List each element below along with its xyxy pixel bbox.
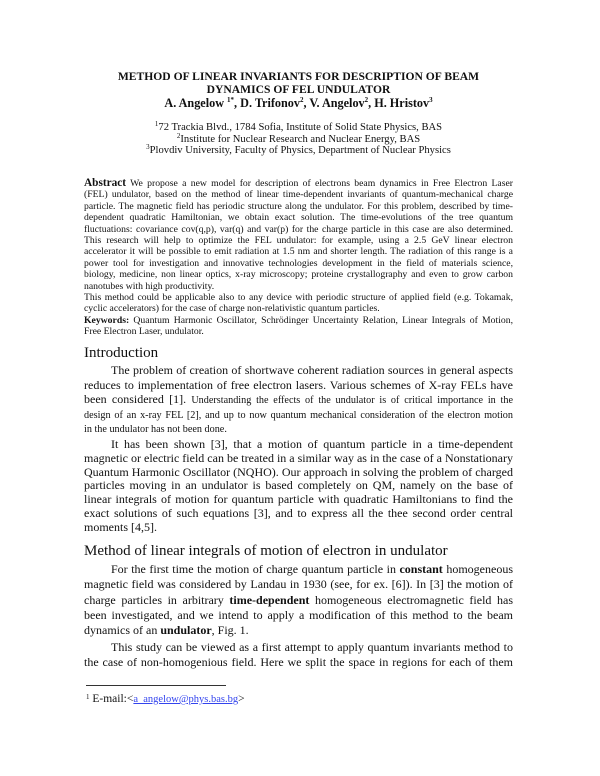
text-line [84, 422, 513, 437]
text-line [84, 258, 513, 269]
text-segment: The problem of creation of shortwave coherent radiation sources in general aspects [111, 363, 513, 377]
text-segment: It has been shown [3], that a motion of quantum particle in a time-dependent [111, 437, 513, 451]
text-line [84, 292, 513, 303]
footnote-close: > [238, 693, 245, 705]
text-segment: Quantum Harmonic Oscillator, Schrödinger Uncertainty Relation, Linear Integrals of Motion, [129, 314, 513, 326]
text-line [84, 189, 513, 200]
text-segment: particles moving in an undulator is based completely on QM, namely on the base of [84, 478, 513, 493]
text-line [84, 326, 513, 337]
footnote-label: E-mail:< [89, 693, 134, 705]
affil-text: Plovdiv University, Faculty of Physics, Department of Nuclear Physics [149, 145, 451, 156]
text-line [84, 438, 513, 452]
text-segment: accelerator it will be possible to emit radiation at 1.5 nm and shorter length. The radiation of this range is a [84, 246, 513, 258]
text-line [84, 212, 513, 223]
intro-paragraph-1 [84, 364, 513, 437]
text-line [84, 224, 513, 235]
author-list [84, 96, 513, 110]
text-line [84, 466, 513, 480]
affil-text: 72 Trackia Blvd., 1784 Sofia, Institute of Solid State Physics, BAS [158, 122, 443, 133]
text-segment: We propose a new model for description of electrons beam dynamics in Free Electron Laser [126, 178, 513, 189]
bold-text: time-dependent [229, 592, 310, 607]
email-link[interactable]: a_angelow@phys.bas.bg [133, 694, 239, 705]
text-line [84, 281, 513, 292]
text-segment: This research will help to optimize the FEL undulator: for example, using a 2.5 GeV linear electron [84, 235, 513, 247]
method-paragraph-2 [84, 640, 513, 671]
text-segment: exact solutions of such equations [3], and to express all the thee second order central [84, 505, 513, 520]
text-segment: design of an x-ray FEL [2], and up to now quantum mechanical consideration of the electron motion [84, 409, 513, 421]
affiliation [84, 122, 513, 134]
text-line [84, 521, 513, 535]
affil-mark: 3 [146, 143, 150, 151]
author-affil-mark: 1* [227, 96, 235, 104]
text-segment: homogeneous electromagnetic field has [309, 592, 513, 607]
text-line [84, 178, 513, 189]
author-affil-mark: 2 [299, 96, 304, 104]
text-segment: been investigated, and we intend to apply a modification of this method to the beam [84, 607, 513, 622]
text-line [84, 608, 513, 623]
affil-text: Institute for Nuclear Research and Nuclear Energy, BAS [180, 133, 421, 145]
section-heading-introduction: Introduction [84, 345, 159, 361]
text-segment: in the undulator has not been done. [84, 424, 227, 436]
affil-mark: 1 [154, 120, 159, 128]
bold-text: Abstract [84, 177, 127, 189]
text-segment: cyclic accelerators) for the case of charge non-relativistic quantum particles. [84, 303, 380, 315]
text-line [84, 246, 513, 257]
text-segment: Quantum Harmonic Oscillator (NQHO). Our approach in solving the problem of charged [84, 464, 513, 479]
text-segment: nanotubes with high productivity. [84, 280, 215, 292]
author-name: , H. Hristov [368, 96, 430, 110]
title-line: DYNAMICS OF FEL UNDULATOR [206, 83, 391, 96]
text-segment: reduces to implementation of free electron lasers. Various schemes of X-ray FELs have [84, 378, 513, 392]
text-line [84, 655, 513, 670]
footnote-divider [86, 685, 226, 686]
text-segment: power tool for investigation and innovative technologies development in the field of materials science, [84, 257, 513, 269]
text-segment: linear integrals of motion for quantum particle with quadratic Hamiltonians to find the [84, 492, 513, 507]
text-line [84, 408, 513, 423]
text-segment: This method could be applicable also to any device with periodic structure of applied field (e.g. Tokamak, [84, 292, 513, 304]
abstract [84, 178, 513, 338]
text-segment: charge particles in arbitrary [84, 592, 230, 607]
affil-mark: 2 [176, 131, 181, 140]
text-segment: (FEL) undulator, based on the method of linear time-dependent invariants of quantum-mechanical charge [84, 189, 513, 201]
author-affil-mark: 2 [364, 96, 369, 104]
text-segment: homogeneous [442, 562, 513, 576]
title-line: METHOD OF LINEAR INVARIANTS FOR DESCRIPTION OF BEAM [117, 70, 480, 83]
text-line [84, 379, 513, 393]
text-line [84, 479, 513, 493]
text-segment: magnetic or electric field can be treated in a similar way as in the case of a Nonstationary [84, 450, 513, 465]
affiliations [84, 122, 513, 157]
text-line [84, 315, 513, 326]
text-line [84, 364, 513, 379]
text-segment: fluctuations: covariance cov(q,p), var(q) and var(p) for the charge particle in this case are also determined. [84, 223, 513, 235]
section-heading-method: Method of linear integrals of motion of electron in undulator [84, 543, 448, 559]
text-segment: , Fig. 1. [211, 623, 249, 638]
author-affil-mark: 3 [429, 96, 433, 104]
bold-text: constant [399, 562, 443, 576]
text-segment: biology, medicine, non linear optics, x-ray microscopy; proteine crystallography and even to grow carbon [84, 269, 513, 281]
text-segment: particle. The magnetic field has periodic structure along the undulator. For this problem, described by time- [84, 200, 513, 212]
text-line [84, 623, 513, 638]
intro-paragraph-2 [84, 438, 513, 535]
text-line [84, 507, 513, 521]
bold-text: undulator [160, 623, 212, 638]
text-line [84, 640, 513, 655]
text-line [84, 452, 513, 466]
text-segment: Free Electron Laser, undulator. [84, 326, 204, 338]
text-line [84, 562, 513, 577]
text-segment: moments [4,5]. [84, 519, 157, 534]
author-name: , D. Trifonov [234, 96, 300, 110]
author-name: A. Angelow [164, 96, 228, 110]
footnote-mark: 1 [86, 693, 90, 701]
text-line [84, 393, 513, 408]
affiliation [84, 145, 513, 157]
method-paragraph-1 [84, 562, 513, 638]
text-segment: Understanding the effects of the undulator is of critical importance in the [191, 394, 514, 406]
text-line [84, 269, 513, 280]
text-segment: For the first time the motion of charge quantum particle in [111, 562, 400, 576]
text-line [84, 235, 513, 246]
paper-title [84, 70, 513, 96]
text-segment: magnetic field was considered by Landau in 1930 (see, for ex. [6]). In [3] the motion of [84, 577, 513, 592]
text-segment: dependent quadratic Hamiltonian, we obtain exact solution. The time-evolutions of the tree quantum [84, 212, 513, 224]
bold-text: Keywords: [84, 314, 130, 326]
text-line [84, 303, 513, 314]
text-line [84, 493, 513, 507]
footnote [86, 693, 245, 705]
text-line [84, 577, 513, 592]
text-line [84, 201, 513, 212]
text-segment: dynamics of an [84, 623, 161, 638]
author-name: , V. Angelov [303, 96, 365, 110]
text-segment: This study can be viewed as a first attempt to apply quantum invariants method to [111, 640, 513, 654]
text-segment: the case of non-homogenious field. Here we split the space in regions for each of them [84, 655, 513, 670]
text-segment: been considered [1]. [84, 391, 192, 406]
text-line [84, 593, 513, 608]
